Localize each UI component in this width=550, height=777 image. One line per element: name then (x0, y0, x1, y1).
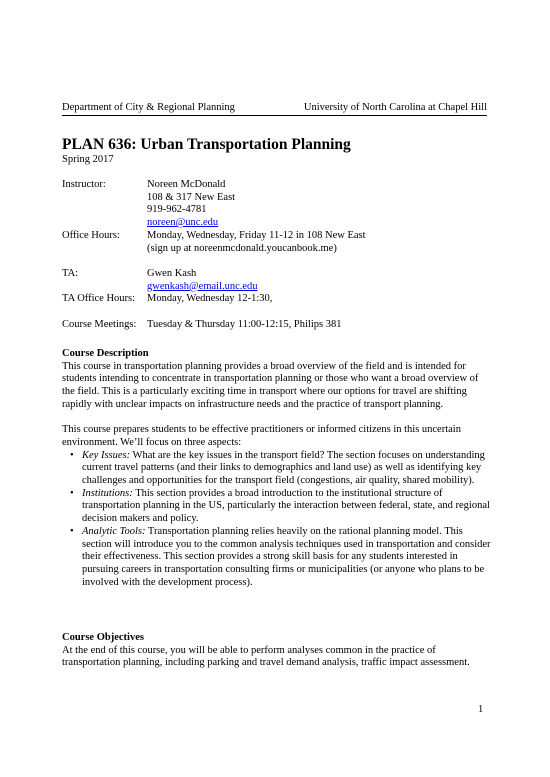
meetings-label: Course Meetings: (62, 318, 137, 330)
ta-email-link[interactable]: gwenkash@email.unc.edu (147, 280, 258, 292)
instructor-name: Noreen McDonald (147, 179, 226, 190)
list-item (62, 488, 492, 526)
course-info-block (62, 179, 487, 331)
instructor-row (62, 179, 487, 230)
aspect-term: Institutions: (82, 487, 133, 499)
course-term: Spring 2017 (62, 154, 114, 165)
aspect-text: This section provides a broad introduction to the institutional structure of transportation planning in the US, particularly the interaction between federal, state, and regional decision makers and policy. (82, 487, 490, 525)
description-paragraph-2: This course prepares students to be effective practitioners or informed citizens in this uncertain environment. We’ll focus on three aspects: (62, 424, 461, 448)
page-number: 1 (478, 704, 484, 715)
ta-office-hours-row (62, 293, 487, 306)
ta-name: Gwen Kash (147, 267, 197, 279)
university-name: University of North Carolina at Chapel Hill (303, 102, 487, 113)
course-objectives-section (62, 632, 492, 670)
description-paragraph-1: This course in transportation planning provides a broad overview of the field and is intended for students intending to concentrate in transportation planning or those who want a broad overview of the field. This is a particularly exciting time in transport where our options for travel are shifting rapidly with unclear impacts on infrastructure needs and the practice of transport planning. (62, 360, 479, 410)
meetings-value: Tuesday & Thursday 11:00-12:15, Philips 381 (147, 318, 342, 330)
ta-office-hours: Monday, Wednesday 12-1:30, (147, 293, 273, 305)
aspect-term: Key Issues: (82, 449, 131, 461)
office-hours-times: Monday, Wednesday, Friday 11-12 in 108 New East (147, 229, 366, 241)
office-hours-label: Office Hours: (62, 229, 120, 241)
list-item (62, 526, 492, 590)
objectives-heading: Course Objectives (62, 632, 144, 643)
aspects-list (62, 450, 492, 590)
office-hours-row (62, 230, 487, 255)
meetings-row (62, 319, 487, 332)
instructor-phone: 919-962-4781 (147, 204, 207, 216)
department-name: Department of City & Regional Planning (62, 102, 235, 113)
description-heading: Course Description (62, 348, 149, 359)
aspect-term: Analytic Tools: (82, 525, 146, 537)
ta-label: TA: (62, 267, 79, 279)
aspect-text: Transportation planning relies heavily on the rational planning model. This section will introduce you to the common analysis techniques used in transportation and consider their effectiveness. This section provides a strong skill basis for any students interested in pursuing careers in transportation consulting firms or municipalities (or anyone who plans to be involved with the development process). (82, 525, 491, 588)
ta-row (62, 268, 487, 293)
objectives-text: At the end of this course, you will be able to perform analyses common in the practice of transportation planning, including parking and travel demand analysis, traffic impact assessment. (62, 644, 470, 669)
aspect-text: What are the key issues in the transport field? The section focuses on understanding current travel patterns (and their links to demographics and land use) as well as identifying key challenges and opportunities for the transport field (congestions, air quality, shared mobility). (82, 449, 485, 487)
instructor-label: Instructor: (62, 179, 106, 190)
instructor-office: 108 & 317 New East (147, 191, 236, 203)
ta-office-hours-label: TA Office Hours: (62, 293, 136, 305)
instructor-email-link[interactable]: noreen@unc.edu (147, 217, 219, 229)
office-hours-signup: (sign up at noreenmcdonald.youcanbook.me) (147, 242, 337, 254)
running-header (62, 102, 487, 116)
list-item (62, 450, 492, 488)
course-title: PLAN 636: Urban Transportation Planning (62, 136, 351, 153)
course-description-section (62, 348, 492, 589)
